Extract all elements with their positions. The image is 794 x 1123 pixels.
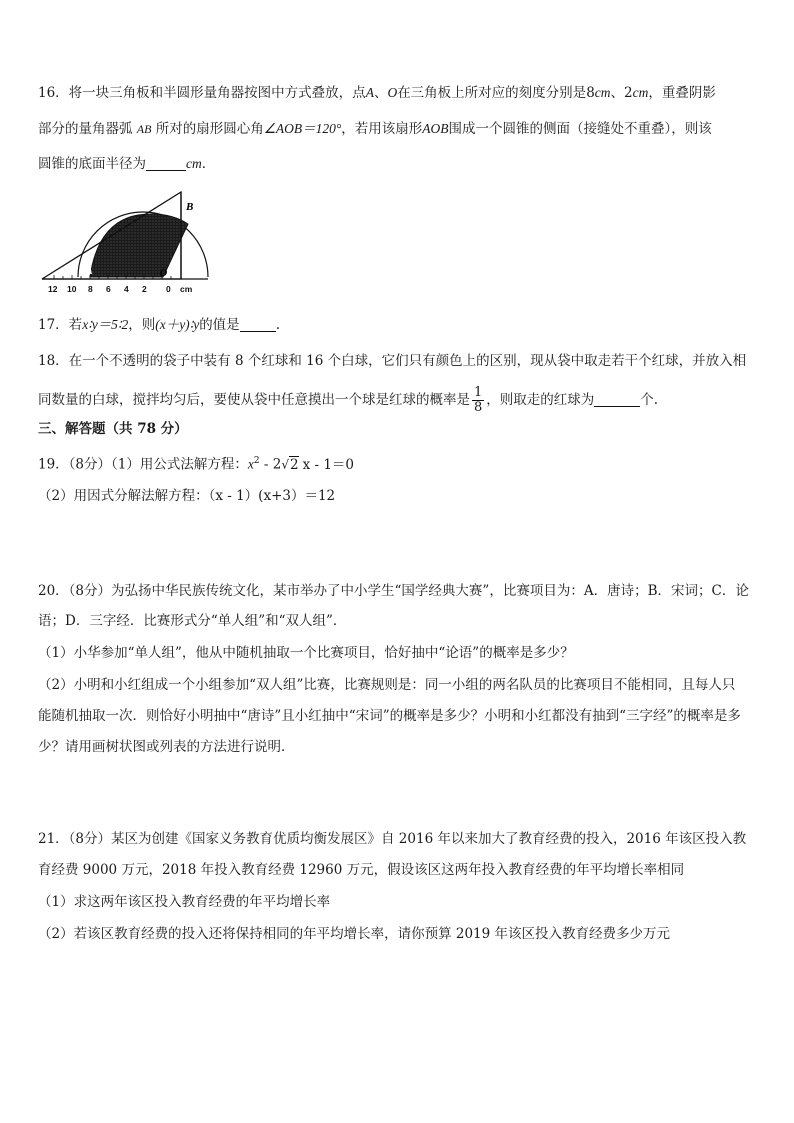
tick-label: 10 bbox=[67, 284, 77, 294]
equation-part: x - 1＝0 bbox=[302, 456, 355, 473]
q20-line-3: （1）小华参加“单人组”，他从中随机抽取一个比赛项目，恰好抽中“论语”的概率是多少？ bbox=[38, 645, 574, 661]
point-o: O bbox=[387, 85, 398, 100]
equation-part: - 2 bbox=[259, 456, 282, 473]
angle-aob: ∠AOB＝120° bbox=[263, 121, 342, 136]
q21-line-2: 育经费 9000 万元，2018 年投入教育经费 12960 万元，假设该区这两年投入教育经费的年平均增长率相同 bbox=[38, 862, 685, 878]
q18-text: 个. bbox=[640, 392, 659, 408]
unit-cm: cm bbox=[632, 85, 649, 100]
q19-line-1: 19．（8分）（1）用公式法解方程：$x^2 - 2√2$ x - 1＝0 bbox=[38, 456, 355, 473]
tick-label: 4 bbox=[124, 284, 129, 294]
tick-label: 6 bbox=[106, 284, 111, 294]
answer-blank[interactable] bbox=[594, 406, 640, 407]
value-8: 8 bbox=[586, 85, 595, 101]
q20-line-5: 能随机抽取一次．则恰好小明抽中“唐诗”且小红抽中“宋词”的概率是多少？小明和小红都没有抽到“三字经”的概率是多 bbox=[38, 708, 741, 724]
q16-text: 在三角板上所对应的刻度分别是 bbox=[397, 85, 587, 101]
q17-text: 的值是 bbox=[199, 317, 240, 333]
q16-text: 所对的扇形圆心角 bbox=[155, 121, 264, 137]
section-heading: 三、解答题（共 78 分） bbox=[38, 421, 188, 437]
answer-blank[interactable] bbox=[240, 331, 276, 332]
q20-line-1: 20．（8分）为弘扬中华民族传统文化，某市举办了中小学生“国学经典大赛”，比赛项目为：A．唐诗；B．宋词；C．论 bbox=[38, 583, 749, 599]
arc-ab: AB bbox=[136, 122, 152, 136]
q16-line-1 bbox=[38, 83, 716, 103]
q16-text: 围成一个圆锥的侧面（接缝处不重叠），则该 bbox=[448, 121, 712, 137]
value-2: 2 bbox=[624, 85, 633, 101]
q16-line-3 bbox=[38, 154, 215, 174]
variable-x: x bbox=[247, 456, 254, 472]
q18-text: ，则取走的红球为 bbox=[486, 392, 595, 408]
q17-text: 17．若 bbox=[38, 317, 83, 333]
unit-cm: cm bbox=[594, 85, 611, 100]
q16-text: 圆锥的底面半径为 bbox=[38, 156, 146, 172]
tick-label: cm bbox=[180, 284, 193, 294]
label-o: O bbox=[160, 268, 168, 279]
period: . bbox=[275, 317, 280, 333]
q16-text: 16．将一块三角板和半圆形量角器按图中方式叠放，点 bbox=[38, 85, 366, 101]
q16-text: ，若用该扇形 bbox=[341, 121, 423, 137]
q20-line-4: （2）小明和小红组成一个小组参加“双人组”比赛，比赛规则是：同一小组的两名队员的比赛项目不能相同，且每人只 bbox=[38, 677, 736, 693]
q21-line-1: 21．（8分）某区为创建《国家义务教育优质均衡发展区》自 2016 年以来加大了教育经费的投入，2016 年该区投入教 bbox=[38, 831, 747, 847]
label-a: A bbox=[86, 266, 93, 277]
q16-text: 部分的量角器弧 bbox=[38, 121, 133, 137]
exponent: 2 bbox=[253, 456, 260, 466]
tick-label: 0 bbox=[166, 284, 171, 294]
q16-text: ，重叠阴影 bbox=[648, 85, 716, 101]
fraction-numerator: 1 bbox=[474, 385, 483, 400]
tick-label: 12 bbox=[48, 284, 58, 294]
q16-line-2 bbox=[38, 119, 712, 139]
tick-label: 8 bbox=[88, 284, 93, 294]
q19-text: 19．（8分）（1）用公式法解方程： bbox=[38, 456, 248, 473]
q18-line-2 bbox=[38, 386, 658, 415]
fraction-one-eighth bbox=[472, 386, 484, 415]
separator: 、 bbox=[373, 85, 388, 101]
q20-line-2: 语；D．三字经．比赛形式分“单人组”和“双人组”． bbox=[38, 613, 347, 629]
q18-line-1: 18．在一个不透明的袋子中装有 8 个红球和 16 个白球，它们只有颜色上的区别，现从袋中取走若干个红球，并放入相 bbox=[38, 353, 747, 369]
q18-text: 同数量的白球，搅拌均匀后，要使从袋中任意摸出一个球是红球的概率是 bbox=[38, 392, 470, 408]
q19-line-2: （2）用因式分解法解方程：（x - 1）(x+3）＝12 bbox=[38, 488, 336, 504]
tick-label: 2 bbox=[142, 284, 147, 294]
q21-line-4: （2）若该区教育经费的投入还将保持相同的年平均增长率，请你预算 2019 年该区投入教育经费多少万元 bbox=[38, 926, 671, 942]
unit-cm: cm bbox=[186, 156, 202, 171]
separator: 、 bbox=[610, 85, 625, 101]
q21-line-3: （1）求这两年该区投入教育经费的年平均增长率 bbox=[38, 894, 331, 910]
protractor-triangle-figure bbox=[38, 184, 218, 296]
label-b: B bbox=[186, 201, 194, 213]
q17-text: ，则 bbox=[128, 317, 156, 333]
q20-line-6: 少？请用画树状图或列表的方法进行说明． bbox=[38, 739, 295, 755]
answer-blank[interactable] bbox=[146, 170, 186, 171]
sector-aob: AOB bbox=[422, 121, 449, 136]
point-a: A bbox=[365, 85, 374, 100]
sqrt-radicand: 2 bbox=[289, 456, 299, 473]
ratio-expr: x∶y＝5∶2 bbox=[82, 317, 129, 332]
shaded-overlap bbox=[90, 214, 188, 277]
period: ． bbox=[201, 156, 216, 172]
q17-line bbox=[38, 315, 280, 335]
fraction-denominator: 8 bbox=[474, 400, 483, 415]
target-expr: (x＋y)∶y bbox=[155, 317, 200, 332]
